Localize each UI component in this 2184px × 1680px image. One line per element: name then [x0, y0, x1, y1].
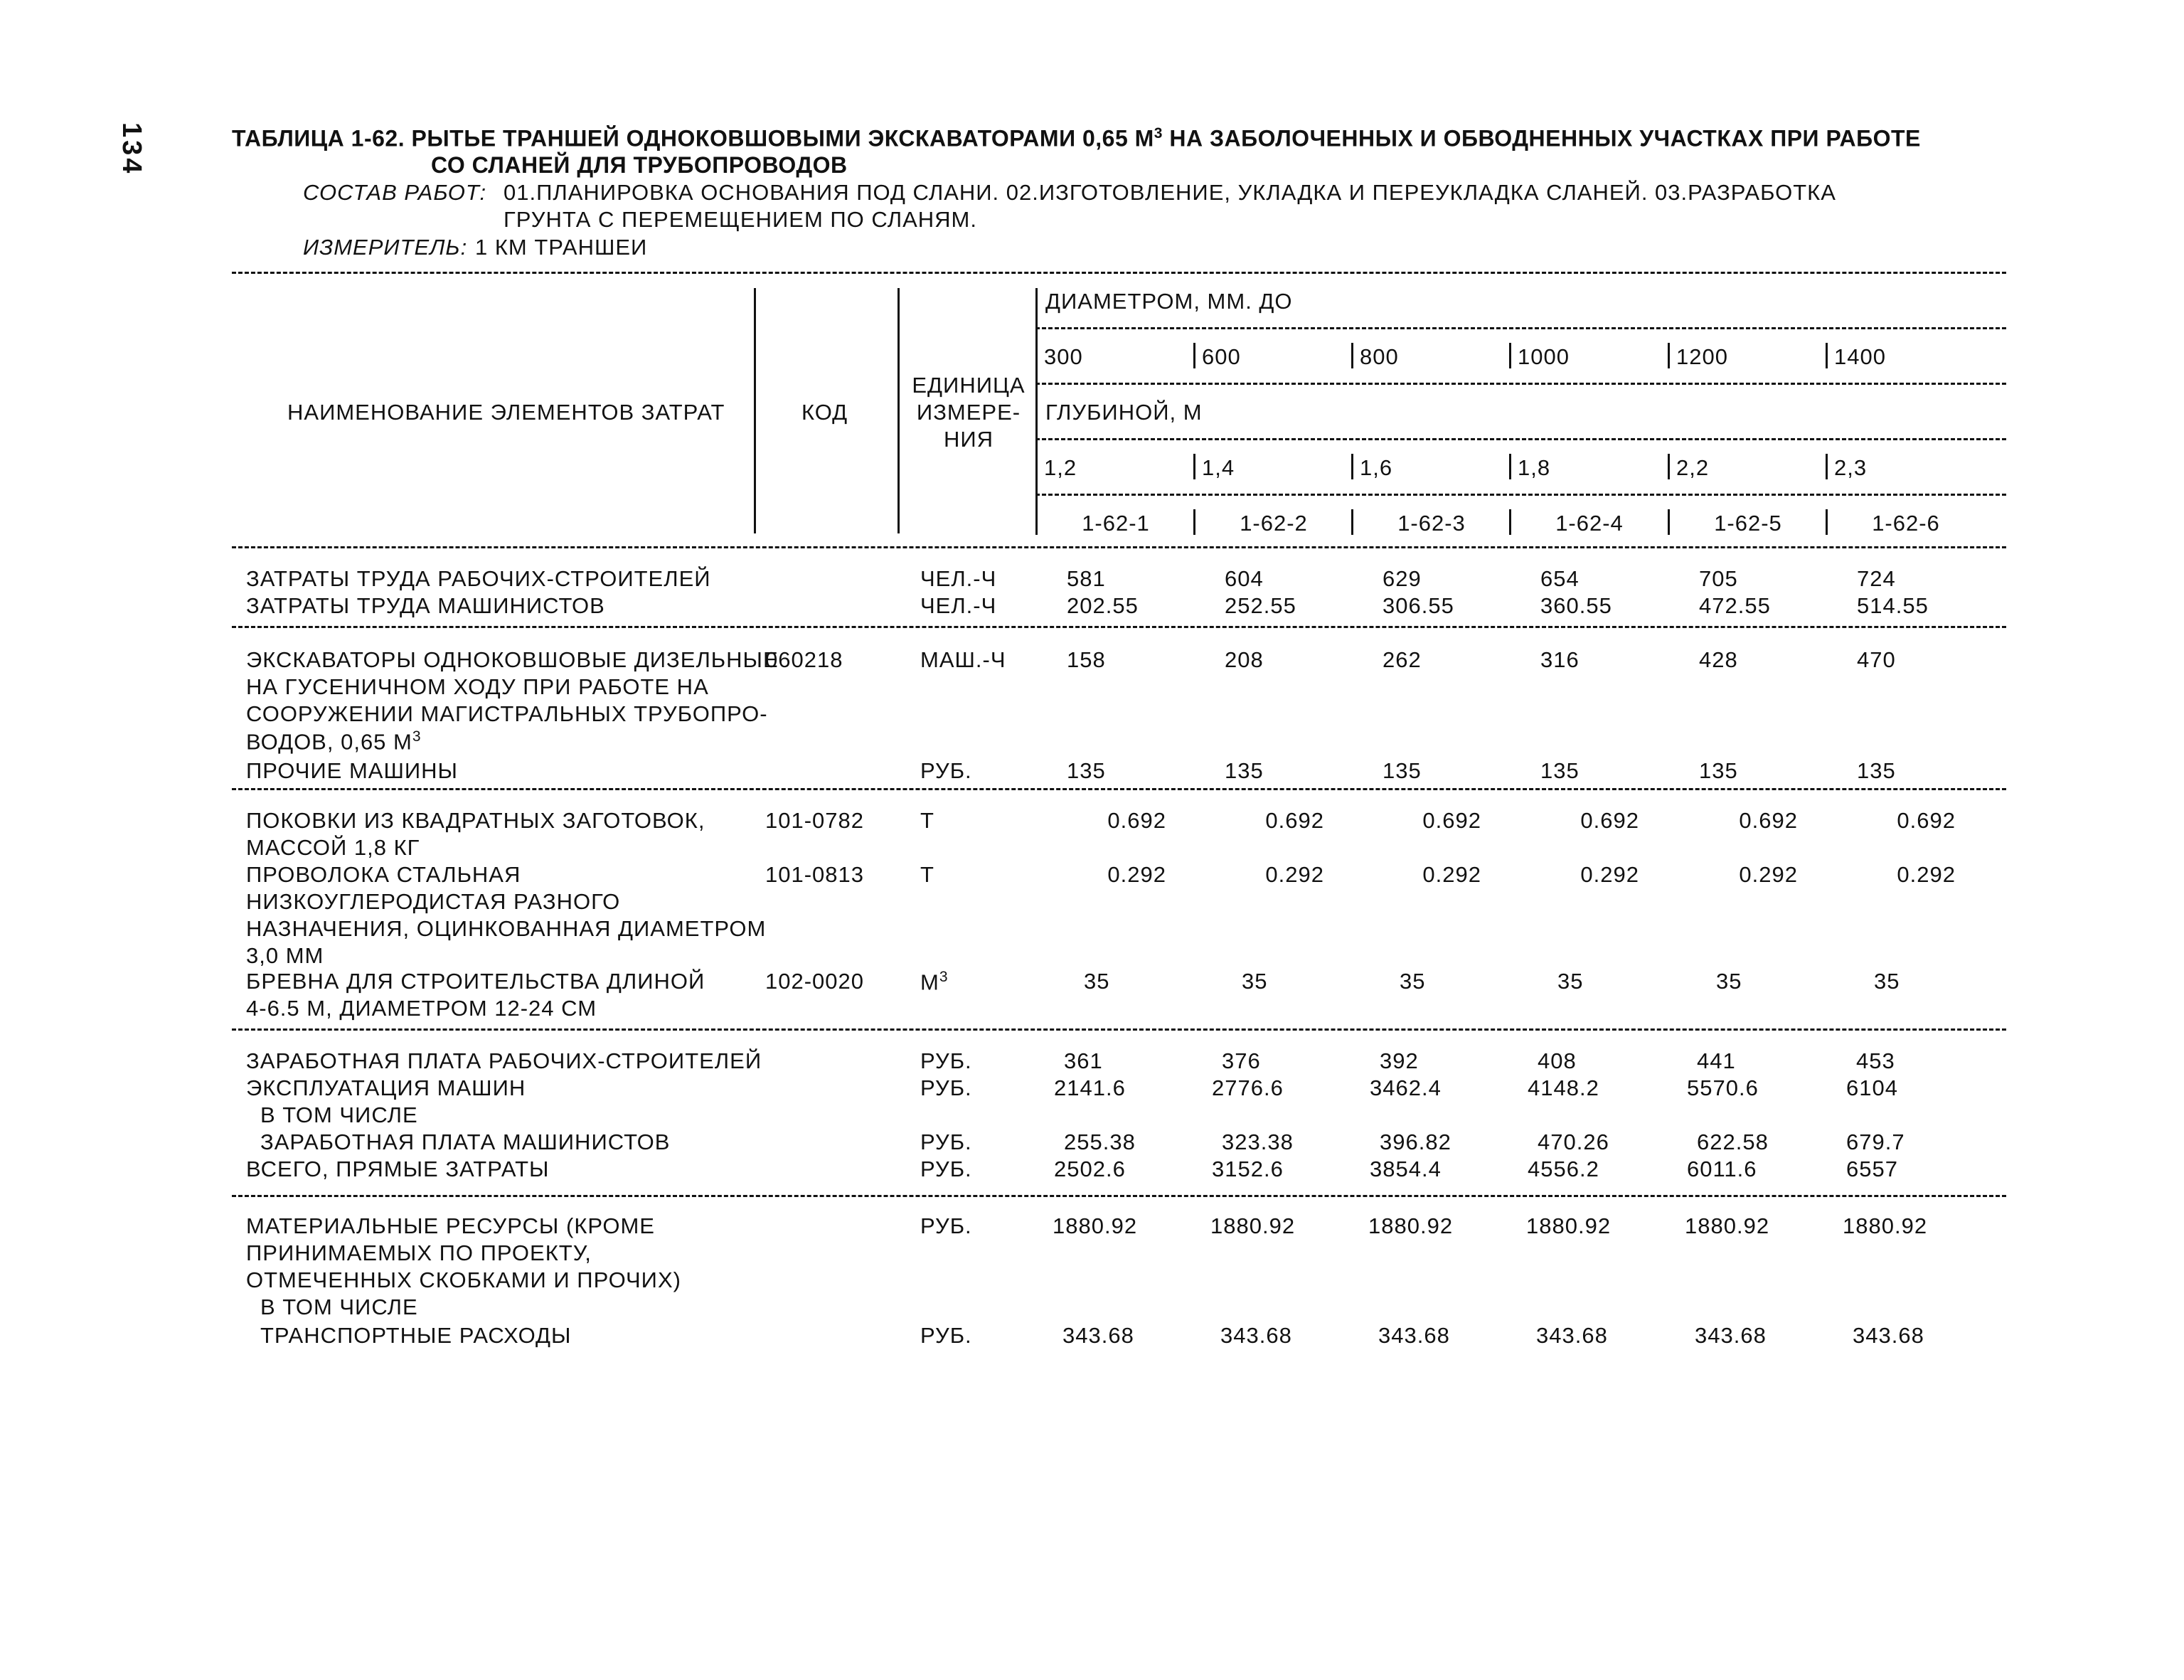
value-cell: 135 — [1067, 758, 1106, 783]
value-cell: 470.26 — [1538, 1129, 1609, 1154]
header-divider-1 — [754, 288, 756, 533]
value-cell: 0.292 — [1422, 862, 1481, 887]
value-cell: 5570.6 — [1687, 1075, 1759, 1100]
row-name-line: ПОКОВКИ ИЗ КВАДРАТНЫХ ЗАГОТОВОК, — [246, 808, 705, 833]
depths-bar — [1193, 454, 1195, 479]
codes-bar — [1509, 509, 1511, 535]
row-name-line: НИЗКОУГЛЕРОДИСТАЯ РАЗНОГО — [246, 889, 621, 914]
header-unit-col-3: НИЯ — [943, 427, 994, 452]
row-name-line: НАЗНАЧЕНИЯ, ОЦИНКОВАННАЯ ДИАМЕТРОМ — [246, 916, 767, 941]
codes-cell: 1-62-6 — [1872, 511, 1940, 536]
header-name-col: НАИМЕНОВАНИЕ ЭЛЕМЕНТОВ ЗАТРАТ — [287, 400, 725, 425]
codes-cell: 1-62-4 — [1555, 511, 1624, 536]
diameters-cell: 1200 — [1676, 344, 1728, 369]
value-cell: 1880.92 — [1053, 1213, 1138, 1238]
diameters-bar — [1668, 343, 1670, 368]
title-text-b: НА ЗАБОЛОЧЕННЫХ И ОБВОДНЕННЫХ УЧАСТКАХ ПРИ РАБОТЕ — [1162, 125, 1921, 151]
value-cell: 0.292 — [1739, 862, 1798, 887]
row-name-line: МАССОЙ 1,8 КГ — [246, 835, 420, 860]
depths-bar — [1668, 454, 1670, 479]
depths-cell: 1,8 — [1518, 455, 1551, 480]
row-name-line: ОТМЕЧЕННЫХ СКОБКАМИ И ПРОЧИХ) — [246, 1267, 681, 1292]
row-name-line: ВОДОВ, 0,65 $М^3$ — [246, 728, 422, 755]
composition-line-1: 01.ПЛАНИРОВКА ОСНОВАНИЯ ПОД СЛАНИ. 02.ИЗГОТОВЛЕНИЕ, УКЛАДКА И ПЕРЕУКЛАДКА СЛАНЕЙ. 03.РАЗРАБОТКА — [504, 180, 1836, 205]
value-cell: 0.692 — [1422, 808, 1481, 833]
row-unit: $М^3$ — [920, 969, 949, 995]
value-cell: 581 — [1067, 566, 1106, 591]
value-cell: 441 — [1697, 1048, 1736, 1073]
header-depth-label: ГЛУБИНОЙ, М — [1045, 400, 1203, 425]
separator-header — [232, 546, 2006, 548]
value-cell: 3854.4 — [1370, 1157, 1442, 1181]
value-cell: 472.55 — [1699, 593, 1771, 618]
depths-bar — [1826, 454, 1828, 479]
value-cell: 306.55 — [1383, 593, 1454, 618]
diameters-cell: 300 — [1044, 344, 1083, 369]
value-cell: 396.82 — [1380, 1129, 1451, 1154]
value-cell: 135 — [1225, 758, 1264, 783]
row-name-line: ПРИНИМАЕМЫХ ПО ПРОЕКТУ, — [246, 1240, 592, 1265]
value-cell: 622.58 — [1697, 1129, 1769, 1154]
row-name-line: ЭКСКАВАТОРЫ ОДНОКОВШОВЫЕ ДИЗЕЛЬНЫЕ — [246, 647, 779, 672]
depths-cell: 2,3 — [1834, 455, 1868, 480]
value-cell: 428 — [1699, 647, 1738, 672]
row-name: ЗАРАБОТНАЯ ПЛАТА РАБОЧИХ-СТРОИТЕЛЕЙ — [246, 1048, 762, 1073]
row-name-line: БРЕВНА ДЛЯ СТРОИТЕЛЬСТВА ДЛИНОЙ — [246, 969, 705, 994]
value-cell: 323.38 — [1222, 1129, 1294, 1154]
value-cell: 343.68 — [1536, 1323, 1608, 1348]
diameters-bar — [1826, 343, 1828, 368]
value-cell: 724 — [1857, 566, 1896, 591]
header-diameter-label: ДИАМЕТРОМ, ММ. ДО — [1045, 289, 1293, 314]
depths-cell: 2,2 — [1676, 455, 1710, 480]
value-cell: 376 — [1222, 1048, 1261, 1073]
superscript: 3 — [412, 728, 422, 745]
row-unit: МАШ.-Ч — [920, 647, 1006, 672]
row-code: 102-0020 — [765, 969, 865, 994]
header-line-3 — [1035, 438, 2006, 440]
value-cell: 2502.6 — [1054, 1157, 1126, 1181]
value-cell: 3152.6 — [1212, 1157, 1284, 1181]
codes-bar — [1668, 509, 1670, 535]
row-code: 101-0813 — [765, 862, 865, 887]
diameters-bar — [1193, 343, 1195, 368]
value-cell: 343.68 — [1062, 1323, 1134, 1348]
value-cell: 1880.92 — [1368, 1213, 1454, 1238]
value-cell: 361 — [1064, 1048, 1103, 1073]
codes-cell: 1-62-2 — [1240, 511, 1308, 536]
row-name-line: В ТОМ ЧИСЛЕ — [260, 1294, 418, 1319]
value-cell: 158 — [1067, 647, 1106, 672]
depths-cell: 1,6 — [1360, 455, 1393, 480]
row-name: ЗАРАБОТНАЯ ПЛАТА МАШИНИСТОВ — [260, 1129, 671, 1154]
value-cell: 343.68 — [1853, 1323, 1924, 1348]
composition-line-2: ГРУНТА С ПЕРЕМЕЩЕНИЕМ ПО СЛАНЯМ. — [504, 207, 977, 232]
row-name: ЗАТРАТЫ ТРУДА МАШИНИСТОВ — [246, 593, 605, 618]
row-unit: Т — [920, 808, 934, 833]
row-name: ЭКСПЛУАТАЦИЯ МАШИН — [246, 1075, 526, 1100]
value-cell: 0.292 — [1265, 862, 1324, 887]
value-cell: 6557 — [1846, 1157, 1898, 1181]
header-line-2 — [1035, 383, 2006, 385]
diameters-bar — [1509, 343, 1511, 368]
superscript: 3 — [939, 969, 949, 985]
value-cell: 135 — [1383, 758, 1422, 783]
row-unit: Т — [920, 862, 934, 887]
value-cell: 262 — [1383, 647, 1422, 672]
value-cell: 35 — [1874, 969, 1900, 994]
diameters-cell: 1000 — [1518, 344, 1570, 369]
value-cell: 4556.2 — [1528, 1157, 1599, 1181]
header-divider-2 — [897, 288, 900, 533]
depths-bar — [1351, 454, 1353, 479]
diameters-cell: 600 — [1202, 344, 1241, 369]
section-separator — [232, 1028, 2006, 1031]
row-code: 060218 — [765, 647, 843, 672]
value-cell: 1880.92 — [1685, 1213, 1770, 1238]
row-name-line: ПРОВОЛОКА СТАЛЬНАЯ — [246, 862, 521, 887]
measure-label: ИЗМЕРИТЕЛЬ: — [303, 235, 468, 260]
codes-bar — [1826, 509, 1828, 535]
value-cell: 35 — [1557, 969, 1584, 994]
value-cell: 360.55 — [1540, 593, 1612, 618]
transport-unit: РУБ. — [920, 1323, 972, 1348]
row-code: 101-0782 — [765, 808, 865, 833]
value-cell: 1880.92 — [1210, 1213, 1296, 1238]
page-number: 134 — [117, 122, 147, 176]
value-cell: 0.692 — [1107, 808, 1166, 833]
header-code-col: КОД — [801, 400, 848, 425]
diameters-cell: 800 — [1360, 344, 1399, 369]
depths-bar — [1509, 454, 1511, 479]
value-cell: 470 — [1857, 647, 1896, 672]
value-cell: 0.692 — [1580, 808, 1639, 833]
depths-cell: 1,4 — [1202, 455, 1235, 480]
header-line-1 — [1035, 327, 2006, 329]
measure-value: 1 КМ ТРАНШЕИ — [475, 235, 648, 260]
row-unit: РУБ. — [920, 758, 972, 783]
value-cell: 679.7 — [1846, 1129, 1905, 1154]
value-cell: 4148.2 — [1528, 1075, 1599, 1100]
value-cell: 0.292 — [1580, 862, 1639, 887]
row-unit: РУБ. — [920, 1129, 972, 1154]
diameters-cell: 1400 — [1834, 344, 1886, 369]
value-cell: 6011.6 — [1687, 1157, 1757, 1181]
row-unit: РУБ. — [920, 1213, 972, 1238]
row-unit: РУБ. — [920, 1048, 972, 1073]
value-cell: 35 — [1400, 969, 1426, 994]
value-cell: 135 — [1699, 758, 1738, 783]
value-cell: 208 — [1225, 647, 1264, 672]
value-cell: 1880.92 — [1843, 1213, 1928, 1238]
value-cell: 135 — [1857, 758, 1896, 783]
section-separator — [232, 626, 2006, 628]
value-cell: 453 — [1856, 1048, 1895, 1073]
row-name: ВСЕГО, ПРЯМЫЕ ЗАТРАТЫ — [246, 1157, 550, 1181]
value-cell: 316 — [1540, 647, 1580, 672]
depths-cell: 1,2 — [1044, 455, 1077, 480]
row-name: В ТОМ ЧИСЛЕ — [260, 1102, 418, 1127]
value-cell: 2141.6 — [1054, 1075, 1126, 1100]
row-unit: ЧЕЛ.-Ч — [920, 593, 997, 618]
header-unit-col-1: ЕДИНИЦА — [912, 373, 1026, 398]
header-divider-3 — [1035, 288, 1038, 533]
value-cell: 0.692 — [1265, 808, 1324, 833]
table-title-line-1 — [232, 125, 1921, 152]
value-cell: 343.68 — [1695, 1323, 1767, 1348]
title-sup: 3 — [1154, 125, 1163, 142]
section-separator — [232, 788, 2006, 790]
value-cell: 2776.6 — [1212, 1075, 1284, 1100]
value-cell: 252.55 — [1225, 593, 1296, 618]
diameters-bar — [1351, 343, 1353, 368]
title-text-a: ТАБЛИЦА 1-62. РЫТЬЕ ТРАНШЕЙ ОДНОКОВШОВЫМИ ЭКСКАВАТОРАМИ 0,65 М — [232, 125, 1154, 151]
row-name: ЗАТРАТЫ ТРУДА РАБОЧИХ-СТРОИТЕЛЕЙ — [246, 566, 711, 591]
codes-bar — [1035, 509, 1038, 535]
value-cell: 135 — [1540, 758, 1580, 783]
value-cell: 408 — [1538, 1048, 1577, 1073]
table-title-line-2: СО СЛАНЕЙ ДЛЯ ТРУБОПРОВОДОВ — [431, 152, 848, 178]
codes-bar — [1193, 509, 1195, 535]
value-cell: 0.692 — [1897, 808, 1956, 833]
value-cell: 629 — [1383, 566, 1422, 591]
row-unit: РУБ. — [920, 1075, 972, 1100]
value-cell: 6104 — [1846, 1075, 1898, 1100]
row-name-line: 4-6.5 М, ДИАМЕТРОМ 12-24 СМ — [246, 996, 597, 1021]
row-name-line: ПРОЧИЕ МАШИНЫ — [246, 758, 458, 783]
value-cell: 0.292 — [1897, 862, 1956, 887]
value-cell: 0.292 — [1107, 862, 1166, 887]
header-line-4 — [1035, 494, 2006, 496]
header-unit-col-2: ИЗМЕРЕ- — [916, 400, 1021, 425]
value-cell: 35 — [1242, 969, 1268, 994]
value-cell: 0.692 — [1739, 808, 1798, 833]
value-cell: 202.55 — [1067, 593, 1139, 618]
row-name-line: 3,0 ММ — [246, 943, 324, 968]
value-cell: 255.38 — [1064, 1129, 1136, 1154]
row-name-line: НА ГУСЕНИЧНОМ ХОДУ ПРИ РАБОТЕ НА — [246, 674, 709, 699]
value-cell: 705 — [1699, 566, 1738, 591]
section-separator — [232, 1195, 2006, 1197]
codes-bar — [1351, 509, 1353, 535]
transport-name: ТРАНСПОРТНЫЕ РАСХОДЫ — [260, 1323, 572, 1348]
row-unit: ЧЕЛ.-Ч — [920, 566, 997, 591]
value-cell: 654 — [1540, 566, 1580, 591]
value-cell: 343.68 — [1220, 1323, 1292, 1348]
value-cell: 604 — [1225, 566, 1264, 591]
codes-cell: 1-62-5 — [1714, 511, 1782, 536]
row-name-line: МАТЕРИАЛЬНЫЕ РЕСУРСЫ (КРОМЕ — [246, 1213, 655, 1238]
composition-label: СОСТАВ РАБОТ: — [303, 180, 487, 205]
value-cell: 3462.4 — [1370, 1075, 1442, 1100]
value-cell: 514.55 — [1857, 593, 1929, 618]
value-cell: 35 — [1716, 969, 1742, 994]
value-cell: 35 — [1084, 969, 1110, 994]
codes-cell: 1-62-1 — [1082, 511, 1150, 536]
value-cell: 392 — [1380, 1048, 1419, 1073]
codes-cell: 1-62-3 — [1397, 511, 1466, 536]
value-cell: 343.68 — [1378, 1323, 1450, 1348]
row-name-line: СООРУЖЕНИИ МАГИСТРАЛЬНЫХ ТРУБОПРО- — [246, 701, 768, 726]
row-unit: РУБ. — [920, 1157, 972, 1181]
separator-top — [232, 272, 2006, 274]
value-cell: 1880.92 — [1526, 1213, 1612, 1238]
